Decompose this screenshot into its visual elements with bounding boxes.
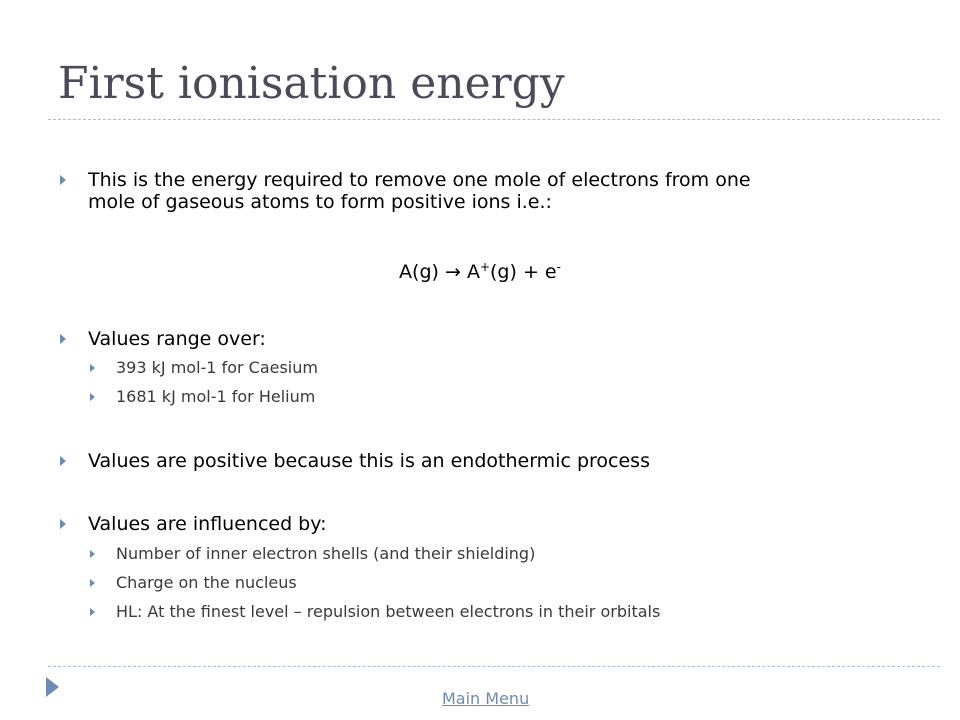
sub-bullet-arrow-icon	[90, 364, 95, 372]
range-heading: Values range over:	[88, 328, 266, 350]
sub-bullet-arrow-icon	[90, 608, 95, 616]
bullet-arrow-icon	[60, 334, 66, 344]
equation-product-symbol: A	[466, 261, 480, 283]
equation-product-state: (g) + e	[490, 261, 557, 283]
footer-divider	[48, 666, 940, 667]
bullet-arrow-icon	[60, 519, 66, 529]
influence-heading: Values are influenced by:	[88, 513, 327, 535]
slide-title: First ionisation energy	[58, 58, 565, 109]
triangle-right-icon	[46, 677, 59, 697]
influence-item-shells: Number of inner electron shells (and their shielding)	[116, 544, 536, 563]
sub-bullet-arrow-icon	[90, 550, 95, 558]
title-divider	[48, 119, 940, 120]
definition-line-1: This is the energy required to remove one mole of electrons from one	[88, 169, 751, 191]
influence-item-charge: Charge on the nucleus	[116, 573, 297, 592]
main-menu-link[interactable]: Main Menu	[442, 689, 530, 708]
equation-product-charge: +	[479, 260, 491, 274]
equation-electron-charge: -	[556, 260, 561, 274]
ionisation-equation	[0, 260, 960, 284]
equation-reactant: A(g)	[399, 261, 439, 283]
sub-bullet-arrow-icon	[90, 393, 95, 401]
range-item-caesium: 393 kJ mol-1 for Caesium	[116, 358, 318, 377]
positive-note: Values are positive because this is an endothermic process	[88, 450, 650, 472]
reaction-arrow-icon: →	[444, 261, 461, 283]
sub-bullet-arrow-icon	[90, 579, 95, 587]
influence-item-repulsion: HL: At the finest level – repulsion between electrons in their orbitals	[116, 602, 661, 621]
definition-line-2: mole of gaseous atoms to form positive ions i.e.:	[88, 191, 552, 213]
bullet-arrow-icon	[60, 175, 66, 185]
range-item-helium: 1681 kJ mol-1 for Helium	[116, 387, 316, 406]
bullet-arrow-icon	[60, 456, 66, 466]
